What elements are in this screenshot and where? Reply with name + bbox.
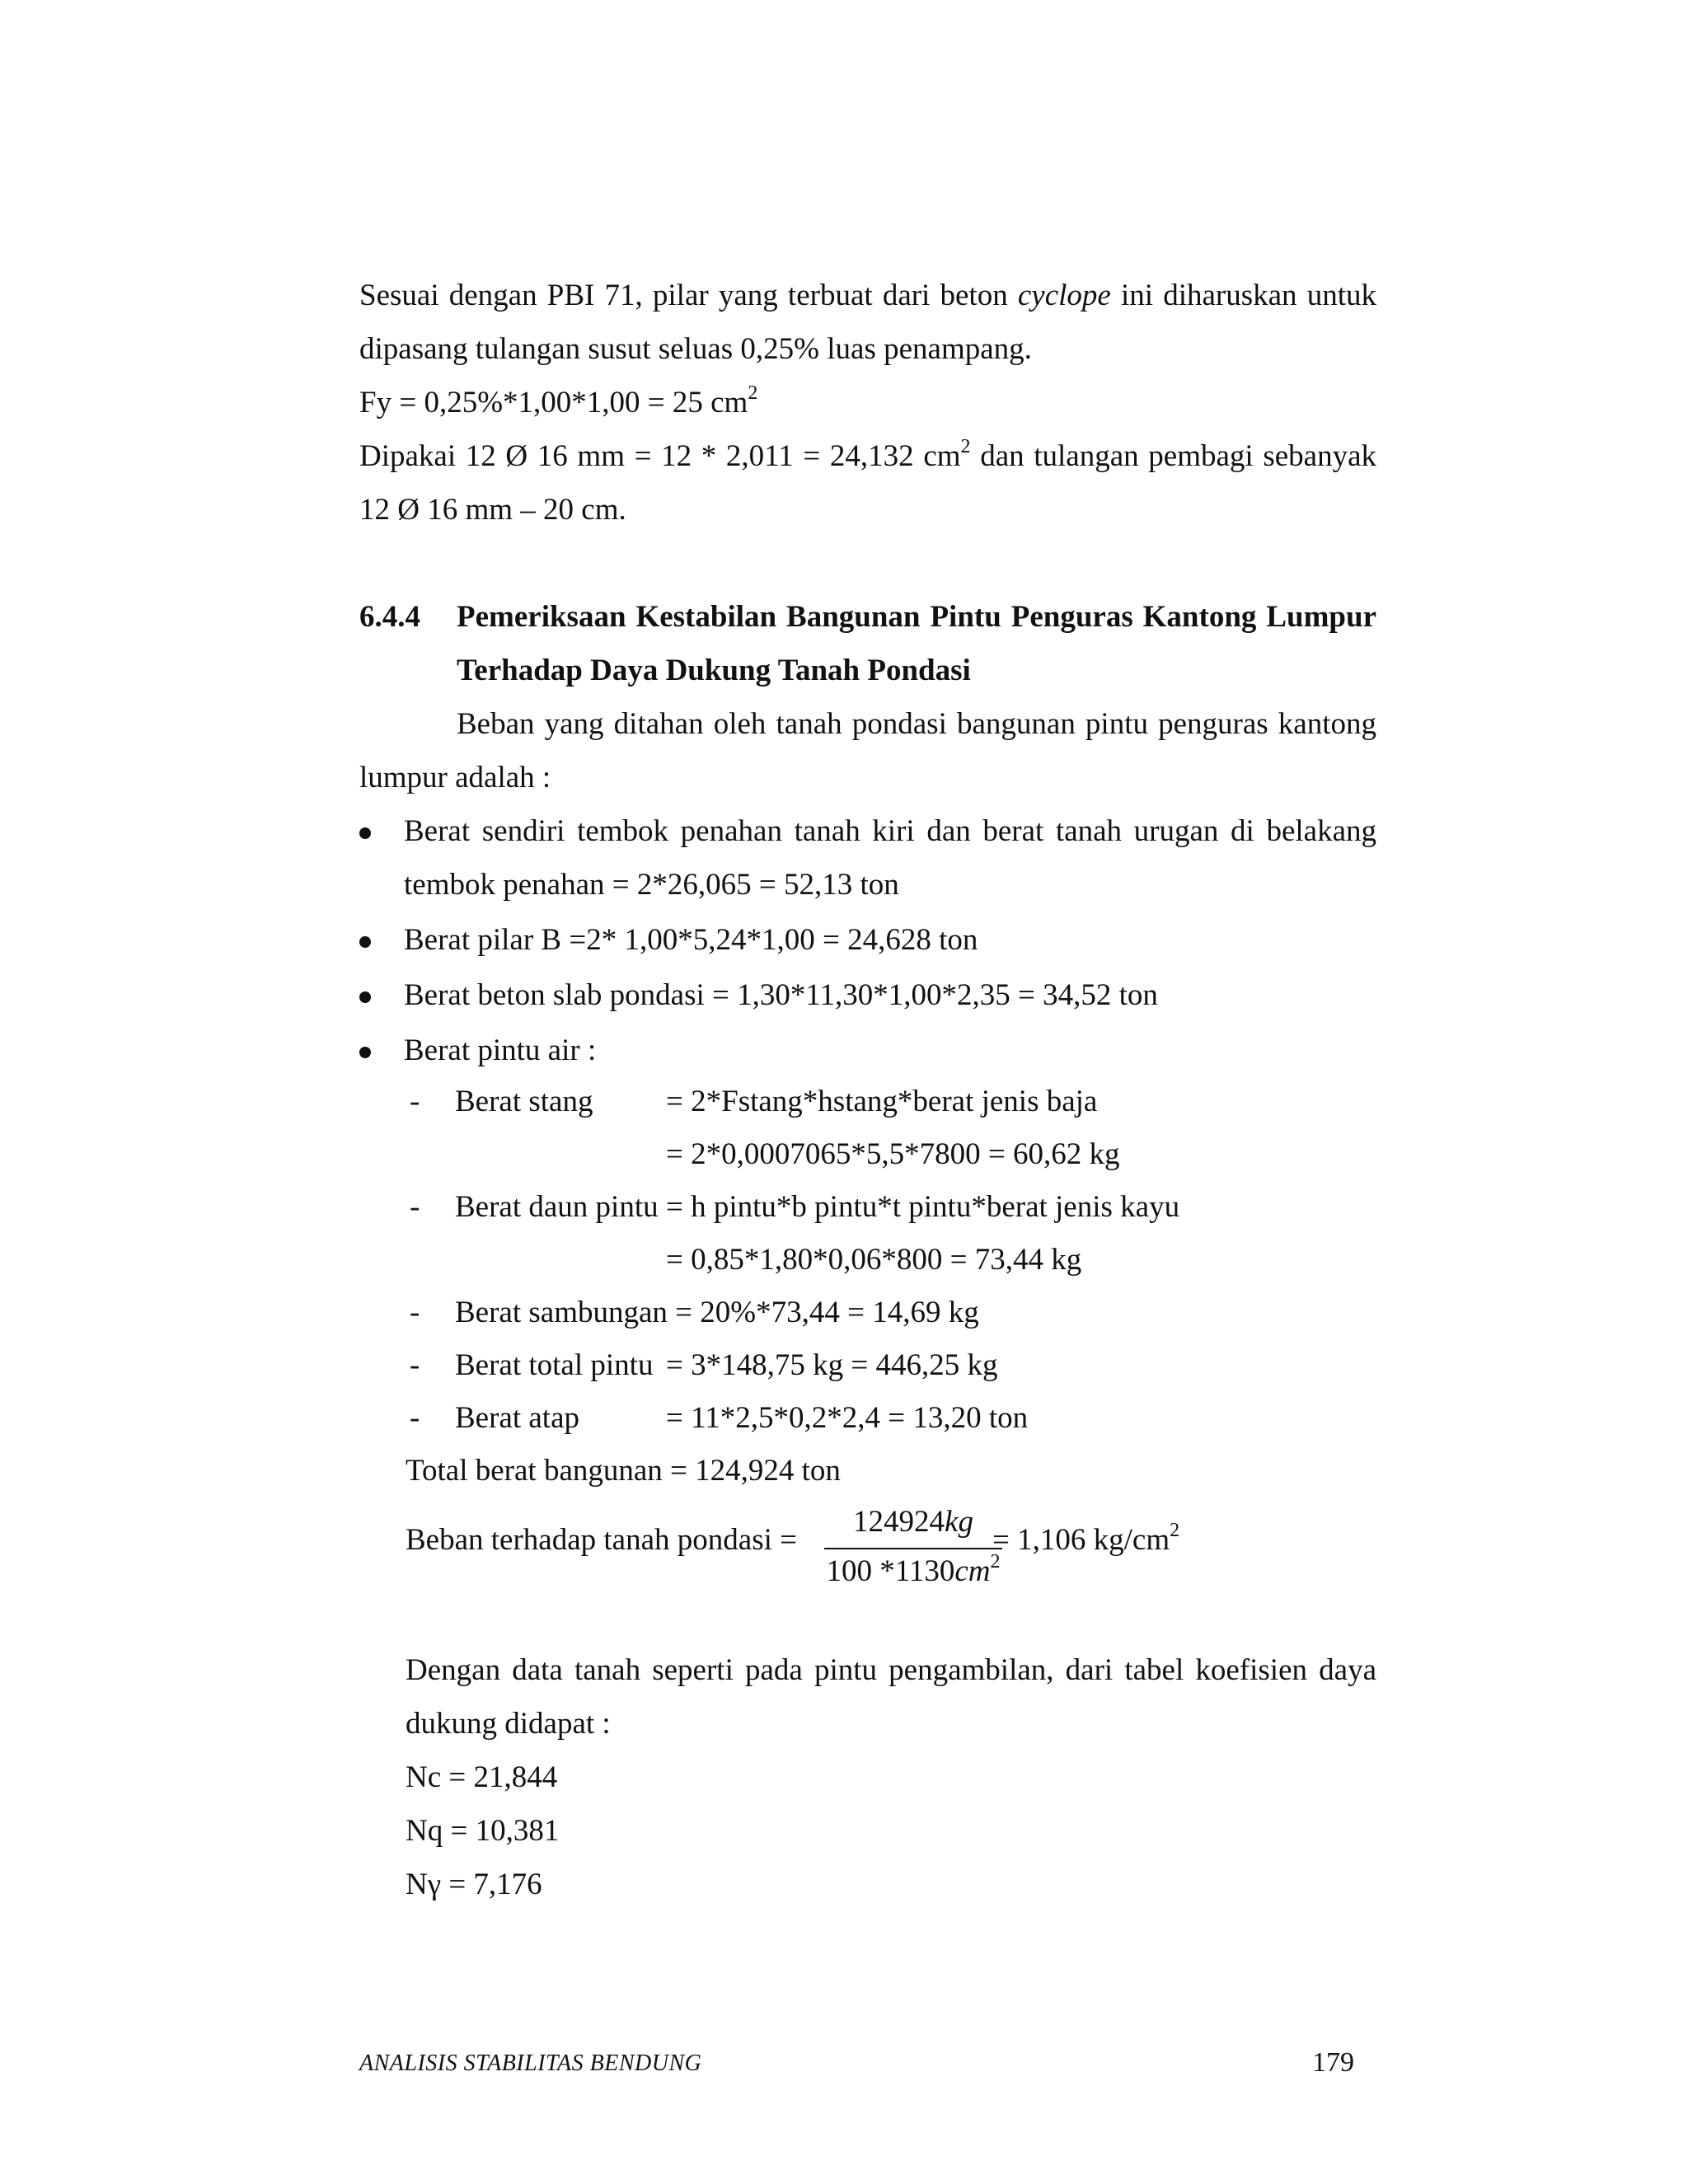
footer-title: ANALISIS STABILITAS BENDUNG	[359, 2050, 702, 2076]
fy-superscript: 2	[748, 382, 758, 404]
bullet-3: Berat beton slab pondasi = 1,30*11,30*1,00*2,35 = 34,52 ton	[404, 978, 1158, 1012]
section-title-line2: Terhadap Daya Dukung Tanah Pondasi	[457, 654, 971, 687]
section-number: 6.4.4	[359, 600, 420, 634]
dipakai-text-a: Dipakai 12 Ø 16 mm = 12 * 2,011 = 24,132 $cm^2$	[359, 436, 971, 473]
fraction-denominator: 100 $*1130cm^2$	[826, 1551, 1001, 1588]
paragraph-pbi-line1	[359, 280, 1376, 311]
sambungan-line: Berat sambungan = 20%*73,44 = 14,69 kg	[455, 1296, 979, 1329]
total-pintu-label: Berat total pintu	[455, 1348, 654, 1382]
coefficient-nq: Nq = 10,381	[406, 1814, 560, 1848]
fy-text: Fy = 0,25%*1,00*1,00 = 25 cm	[359, 386, 748, 419]
dipakai-line2: 12 Ø 16 mm – 20 cm.	[359, 493, 626, 527]
section-title-line1: Pemeriksaan Kestabilan Bangunan Pintu Penguras Kantong Lumpur	[457, 600, 1376, 634]
intro-line1: Beban yang ditahan oleh tanah pondasi bangunan pintu penguras kantong	[457, 707, 1376, 741]
coefficient-ngamma: Nγ = 7,176	[406, 1868, 542, 1901]
atap-label: Berat atap	[455, 1401, 579, 1435]
bullet-dot	[359, 936, 371, 948]
stang-equation-2: = 2*0,0007065*5,5*7800 = 60,62 kg	[666, 1137, 1120, 1171]
bullet-dot	[359, 827, 371, 839]
italic-term-cyclope: cyclope	[1017, 279, 1111, 312]
dash-marker: -	[410, 1401, 420, 1435]
beban-result: = 1,106 $kg/cm^2$	[992, 1520, 1180, 1557]
dash-marker: -	[410, 1296, 420, 1329]
dash-marker: -	[410, 1348, 420, 1382]
dash-marker: -	[410, 1190, 420, 1224]
dengan-line1: Dengan data tanah seperti pada pintu pengambilan, dari tabel koefisien daya	[406, 1653, 1376, 1687]
stang-label: Berat stang	[455, 1085, 593, 1118]
text-segment: ini diharuskan untuk	[1121, 279, 1376, 312]
bullet-dot	[359, 1047, 371, 1058]
bullet-dot	[359, 991, 371, 1003]
paragraph-pbi-line2: dipasang tulangan susut seluas 0,25% luas penampang.	[359, 332, 1032, 366]
total-berat-bangunan: Total berat bangunan = 124,924 ton	[406, 1454, 841, 1488]
fy-equation	[359, 382, 758, 419]
fraction-numerator: 124924kg	[853, 1505, 973, 1539]
stang-equation-1: = 2*Fstang*hstang*berat jenis baja	[666, 1085, 1098, 1118]
daun-pintu-label: Berat daun pintu	[455, 1190, 659, 1224]
bullet-4: Berat pintu air :	[404, 1033, 597, 1067]
page-number: 179	[1312, 2047, 1354, 2078]
text-segment: Sesuai dengan PBI 71, pilar yang terbuat dari beton	[359, 279, 1008, 312]
daun-pintu-equation-1: = h pintu*b pintu*t pintu*berat jenis kayu	[666, 1190, 1180, 1224]
dash-marker: -	[410, 1085, 420, 1118]
intro-line2: lumpur adalah :	[359, 761, 551, 794]
bullet-2: Berat pilar B =2* 1,00*5,24*1,00 = 24,628 ton	[404, 923, 978, 957]
dipakai-text-b: dan tulangan pembagi sebanyak	[980, 439, 1377, 473]
bullet-1-line2: tembok penahan = 2*26,065 = 52,13 ton	[404, 868, 899, 902]
fraction-bar	[824, 1548, 1002, 1549]
dengan-line2: dukung didapat :	[406, 1707, 611, 1741]
coefficient-nc: Nc = 21,844	[406, 1760, 558, 1794]
bullet-1-line1: Berat sendiri tembok penahan tanah kiri dan berat tanah urugan di belakang	[404, 814, 1376, 848]
atap-equation: = 11*2,5*0,2*2,4 = 13,20 ton	[666, 1401, 1029, 1435]
dipakai-line1	[359, 436, 1377, 473]
beban-label: Beban terhadap tanah pondasi =	[406, 1523, 797, 1557]
daun-pintu-equation-2: = 0,85*1,80*0,06*800 = 73,44 kg	[666, 1243, 1082, 1277]
total-pintu-equation: = 3*148,75 kg = 446,25 kg	[666, 1348, 998, 1382]
